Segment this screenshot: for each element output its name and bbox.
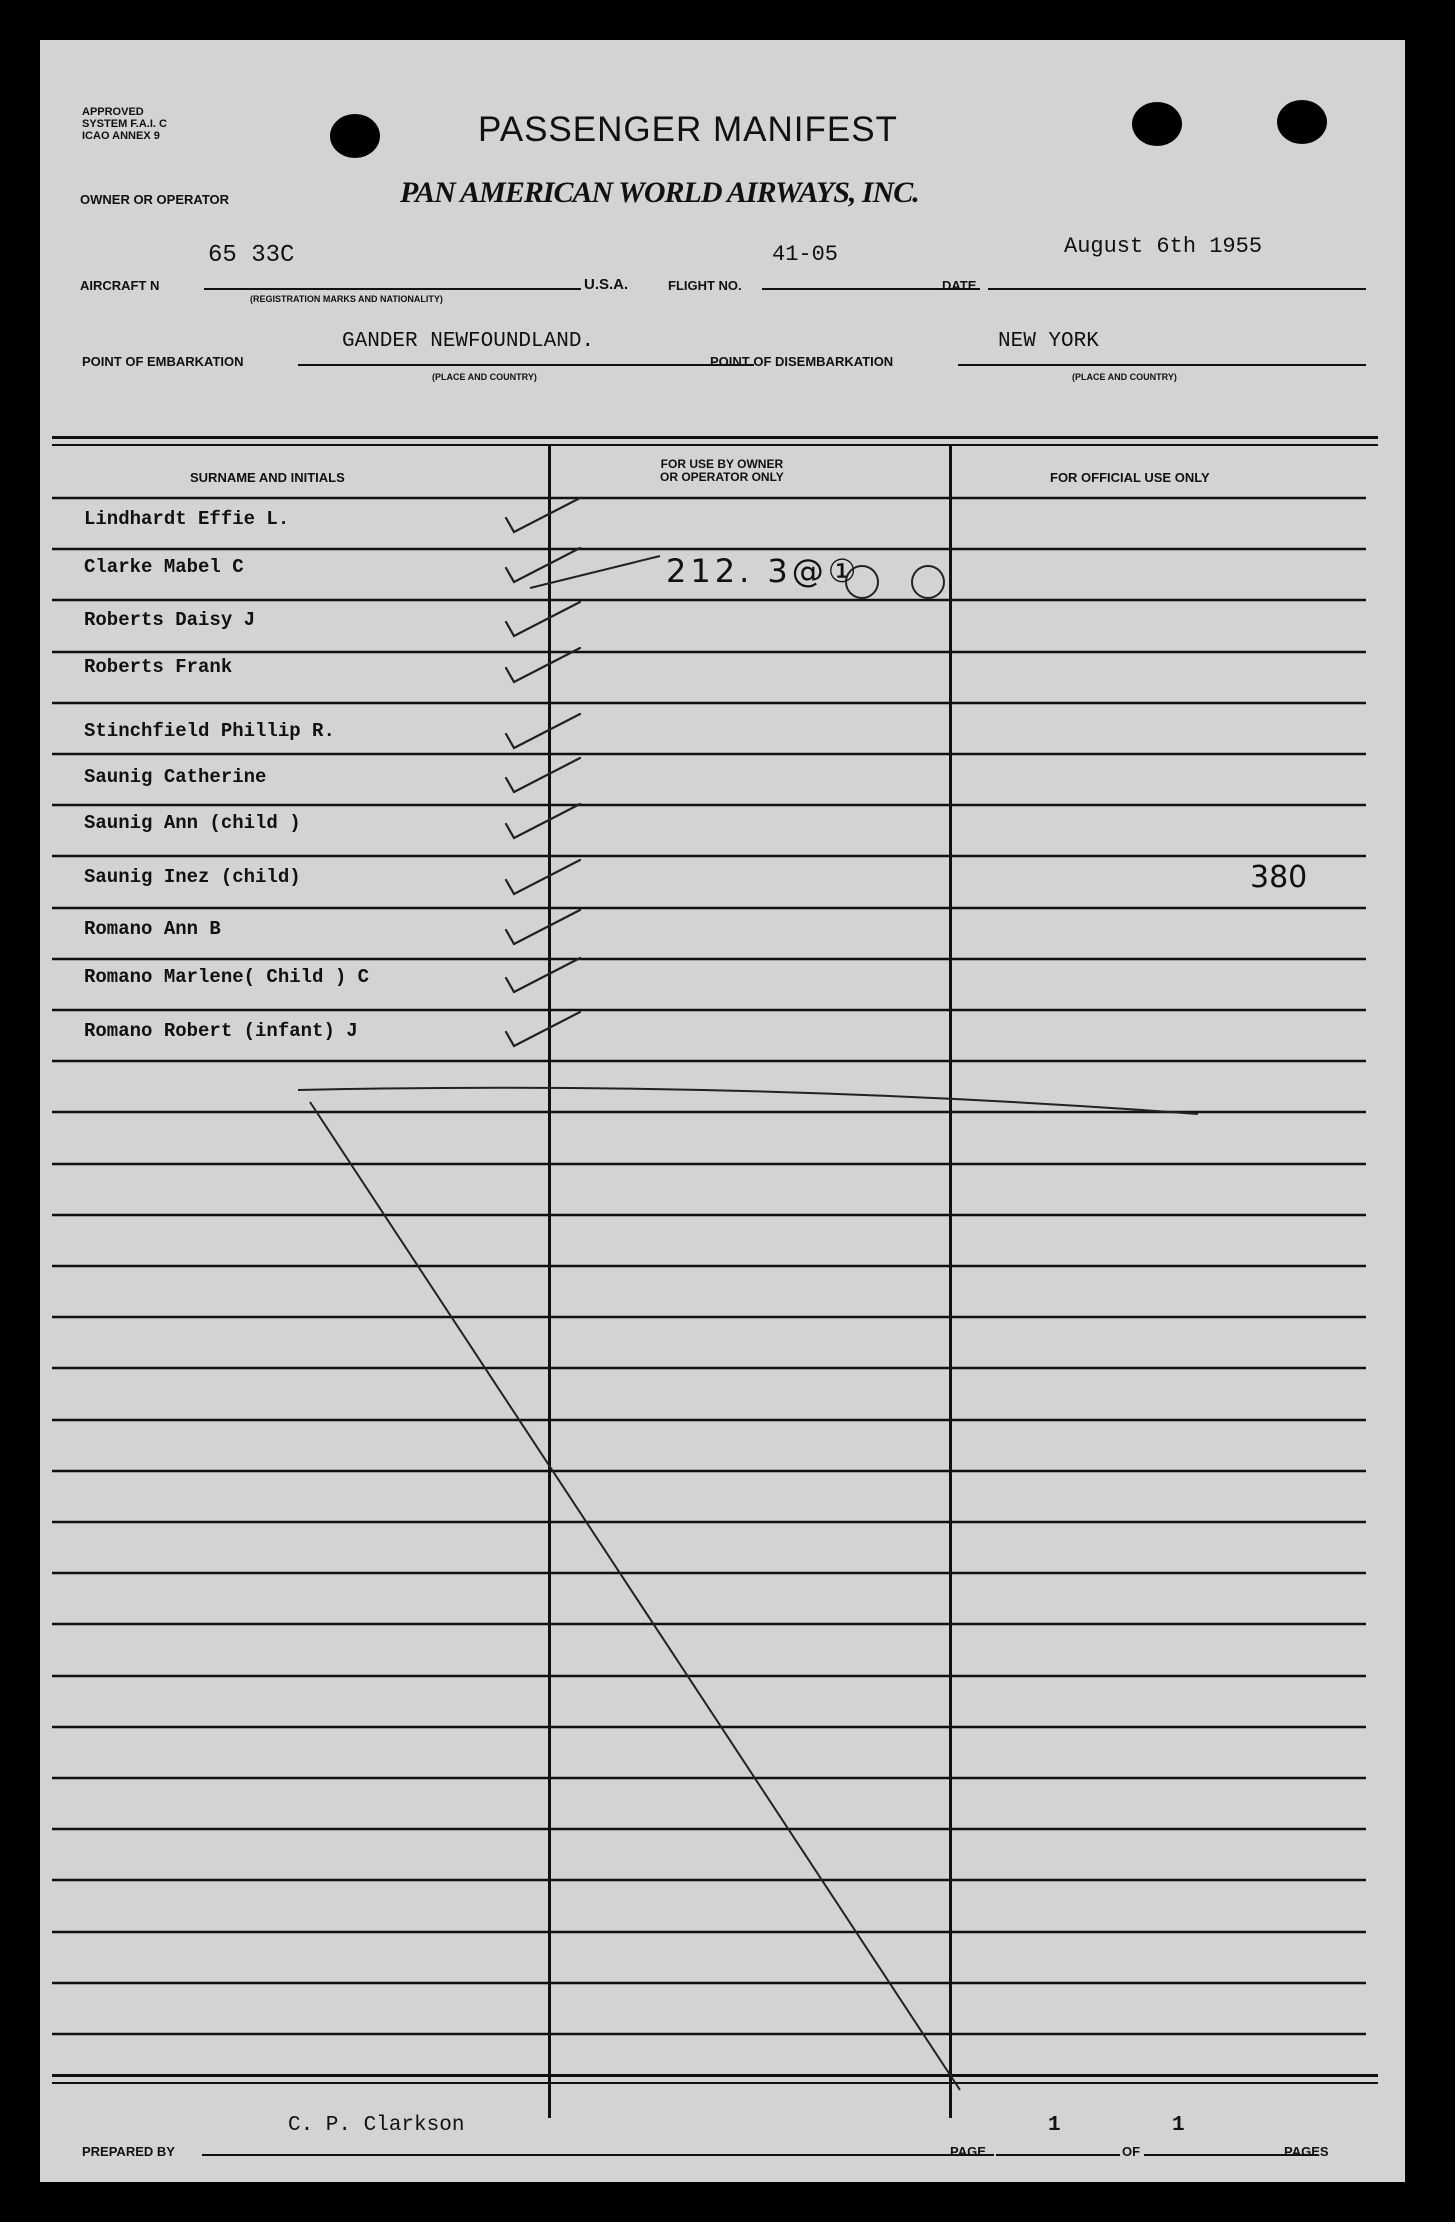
aircraft-caption: (REGISTRATION MARKS AND NATIONALITY) bbox=[250, 294, 443, 304]
check-mark bbox=[506, 758, 580, 792]
disembark-caption: (PLACE AND COUNTRY) bbox=[1072, 372, 1177, 382]
manifest-page bbox=[40, 40, 1405, 2182]
passenger-name: Romano Ann B bbox=[84, 918, 221, 940]
note-circle bbox=[846, 566, 878, 598]
closing-stroke bbox=[298, 1088, 1198, 1114]
aircraft-label: AIRCRAFT N bbox=[80, 278, 160, 293]
passenger-name: Romano Marlene( Child ) C bbox=[84, 966, 370, 988]
check-mark bbox=[506, 804, 580, 838]
passenger-name: Roberts Frank bbox=[84, 656, 233, 678]
usa-label: U.S.A. bbox=[584, 276, 629, 293]
disembark-label: POINT OF DISEMBARKATION bbox=[710, 354, 894, 369]
check-mark bbox=[506, 602, 580, 636]
passenger-name: Lindhardt Effie L. bbox=[84, 508, 290, 530]
disembark-value: NEW YORK bbox=[998, 330, 1099, 353]
approval-line: APPROVED bbox=[82, 106, 144, 118]
aircraft-value: 65 33C bbox=[208, 242, 295, 269]
check-mark bbox=[506, 860, 580, 894]
page-title: PASSENGER MANIFEST bbox=[478, 110, 898, 149]
passenger-name: Saunig Inez (child) bbox=[84, 866, 301, 888]
check-mark bbox=[506, 958, 580, 992]
pages-label: PAGES bbox=[1284, 2144, 1329, 2159]
page-number-value: 1 bbox=[1048, 2114, 1061, 2137]
check-mark bbox=[506, 1012, 580, 1046]
passenger-name: Stinchfield Phillip R. bbox=[84, 720, 335, 742]
passenger-name: Saunig Catherine bbox=[84, 766, 267, 788]
note-circle bbox=[912, 566, 944, 598]
col-header-operator-line: FOR USE BY OWNER bbox=[660, 457, 784, 471]
passenger-name: Clarke Mabel C bbox=[84, 556, 244, 578]
flight-value: 41-05 bbox=[772, 242, 839, 267]
owner-value: PAN AMERICAN WORLD AIRWAYS, INC. bbox=[400, 176, 919, 209]
check-mark bbox=[506, 910, 580, 944]
check-mark bbox=[506, 498, 580, 532]
embark-value: GANDER NEWFOUNDLAND. bbox=[342, 330, 595, 353]
col-header-surname: SURNAME AND INITIALS bbox=[190, 470, 345, 485]
embark-caption: (PLACE AND COUNTRY) bbox=[432, 372, 537, 382]
passenger-name: Roberts Daisy J bbox=[84, 609, 256, 631]
operator-handwritten-note: 212. 3@① bbox=[666, 552, 861, 590]
check-mark bbox=[506, 714, 580, 748]
check-mark bbox=[506, 548, 580, 582]
col-header-operator-line: OR OPERATOR ONLY bbox=[660, 470, 784, 484]
flight-label: FLIGHT NO. bbox=[668, 278, 742, 293]
embark-label: POINT OF EMBARKATION bbox=[82, 354, 244, 369]
page-label: PAGE bbox=[950, 2144, 986, 2159]
approval-line: SYSTEM F.A.I. C bbox=[82, 118, 167, 130]
approval-line: ICAO ANNEX 9 bbox=[82, 130, 160, 142]
col-header-official: FOR OFFICIAL USE ONLY bbox=[1050, 470, 1210, 485]
check-mark bbox=[530, 556, 660, 588]
manifest-ruling bbox=[40, 40, 1405, 2182]
passenger-name: Saunig Ann (child ) bbox=[84, 812, 301, 834]
cancel-stroke bbox=[310, 1102, 960, 2090]
of-label: OF bbox=[1122, 2144, 1141, 2159]
date-label: DATE bbox=[942, 278, 977, 293]
prepared-by-value: C. P. Clarkson bbox=[288, 2114, 465, 2137]
official-handwritten-note: 380 bbox=[1250, 860, 1308, 895]
prepared-by-label: PREPARED BY bbox=[82, 2144, 175, 2159]
date-value: August 6th 1955 bbox=[1064, 234, 1263, 259]
total-pages-value: 1 bbox=[1172, 2114, 1185, 2137]
owner-label: OWNER OR OPERATOR bbox=[80, 192, 230, 207]
passenger-name: Romano Robert (infant) J bbox=[84, 1020, 358, 1042]
